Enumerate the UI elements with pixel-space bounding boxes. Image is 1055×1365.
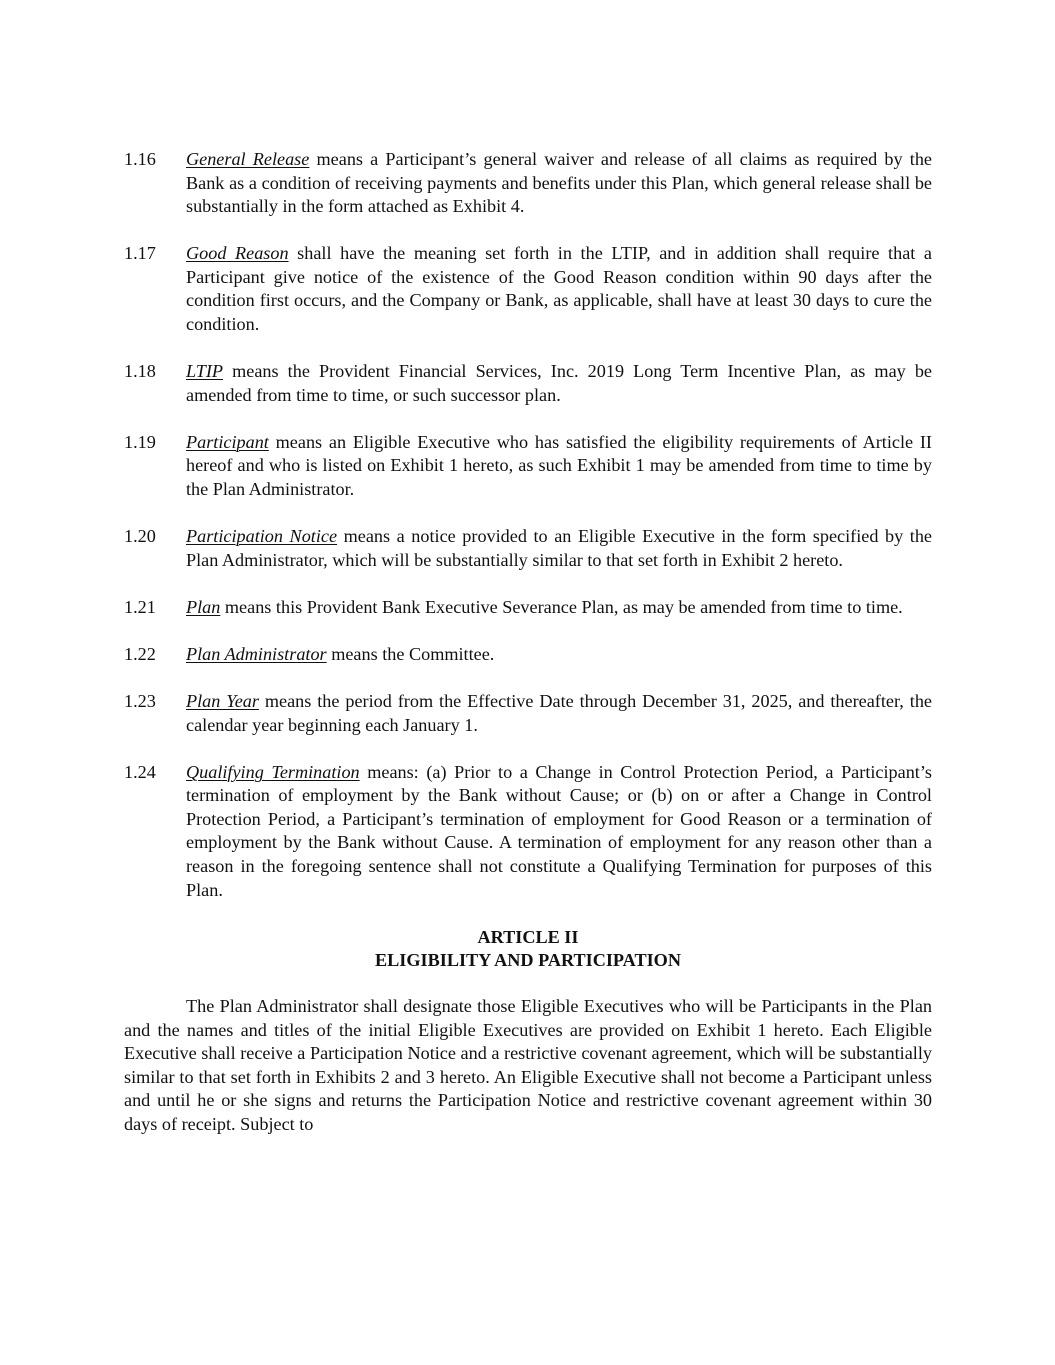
defined-term: Qualifying Termination [186, 761, 360, 782]
section-text: means: (a) Prior to a Change in Control Protection Period, a Participant’s termination of employment by the Bank without Cause; or (b) on or after a Change in Control Protection Period, a Participant’s termination of employment for Good Reason or a termination of employment by the Bank without Cause. A termination of employment for any reason other than a reason in the foregoing sentence shall not constitute a Qualifying Termination for purposes of this Plan. [186, 761, 932, 900]
section-text: means an Eligible Executive who has satisfied the eligibility requirements of Article II hereof and who is listed on Exhibit 1 hereto, as such Exhibit 1 may be amended from time to time by the Plan Administrator. [186, 431, 932, 500]
article-title: ELIGIBILITY AND PARTICIPATION [375, 950, 681, 971]
section-text: means the Committee. [326, 643, 495, 664]
defined-term: Plan Administrator [186, 643, 327, 664]
section-number: 1.23 [124, 691, 156, 711]
section-body [186, 431, 932, 502]
defined-term: Plan [186, 596, 221, 617]
section-1-21 [124, 596, 932, 620]
section-text: means a notice provided to an Eligible Executive in the form specified by the Plan Administrator, which will be substantially similar to that set forth in Exhibit 2 hereto. [186, 526, 932, 570]
defined-term: Good Reason [186, 243, 289, 264]
section-1-20 [124, 525, 932, 572]
defined-term: Plan Year [186, 691, 259, 711]
section-1-16 [124, 148, 932, 219]
section-number: 1.21 [124, 596, 156, 617]
defined-term: Participation Notice [186, 526, 338, 547]
section-1-19 [124, 431, 932, 502]
section-body [186, 148, 932, 219]
section-number: 1.16 [124, 149, 156, 169]
section-body [186, 596, 932, 620]
section-body [186, 360, 932, 407]
section-1-18 [124, 360, 932, 407]
document-page [124, 148, 932, 1137]
article-number: ARTICLE II [477, 926, 579, 947]
defined-term: General Release [186, 149, 310, 169]
article-heading [124, 926, 932, 973]
section-number: 1.18 [124, 361, 156, 382]
section-text: means the Provident Financial Services, Inc. 2019 Long Term Incentive Plan, as may be amended from time to time, or such successor plan. [186, 361, 932, 405]
section-1-23 [124, 690, 932, 737]
section-1-24 [124, 761, 932, 903]
section-body [186, 690, 932, 737]
section-text: means a Participant’s general waiver and release of all claims as required by the Bank as a condition of receiving payments and benefits under this Plan, which general release shall be substantially in the form attached as Exhibit 4. [186, 149, 932, 217]
section-body [186, 242, 932, 336]
defined-term: Participant [186, 431, 269, 452]
section-body [186, 525, 932, 572]
section-number: 1.24 [124, 761, 156, 782]
section-text: shall have the meaning set forth in the LTIP, and in addition shall require that a Participant give notice of the existence of the Good Reason condition within 90 days after the condition first occurs, and the Company or Bank, as applicable, shall have at least 30 days to cure the condition. [186, 243, 932, 335]
section-1-22 [124, 643, 932, 667]
section-number: 1.22 [124, 643, 156, 664]
section-number: 1.19 [124, 431, 156, 452]
section-body [186, 761, 932, 903]
section-text: means this Provident Bank Executive Severance Plan, as may be amended from time to time. [220, 596, 903, 617]
section-body [186, 643, 932, 667]
defined-term: LTIP [186, 361, 224, 382]
section-number: 1.17 [124, 243, 156, 264]
section-number: 1.20 [124, 526, 156, 547]
section-1-17 [124, 242, 932, 336]
article-paragraph: The Plan Administrator shall designate those Eligible Executives who will be Participants in the Plan and the names and titles of the initial Eligible Executives are provided on Exhibit 1 hereto. Each Eligible Executive shall receive a Participation Notice and a restrictive covenant agreement, which will be substantially similar to that set forth in Exhibits 2 and 3 hereto. An Eligible Executive shall not become a Participant unless and until he or she signs and returns the Participation Notice and restrictive covenant agreement within 30 days of receipt. Subject to [124, 995, 932, 1134]
section-text: means the period from the Effective Date through December 31, 2025, and thereafter, the calendar year beginning each January 1. [186, 691, 932, 735]
